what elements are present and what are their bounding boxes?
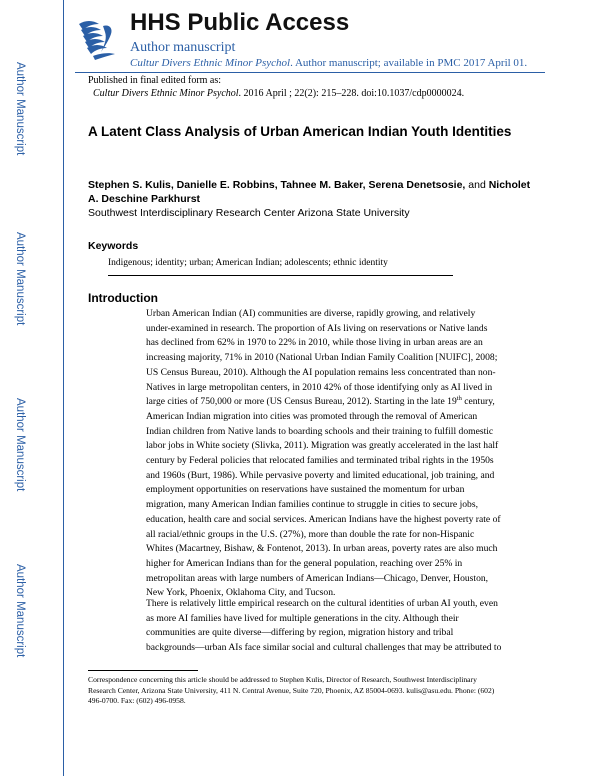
paragraph-line: has declined from 62% in 1970 to 22% in 2010, while those living in urban areas are an bbox=[146, 337, 483, 349]
header-journal: Cultur Divers Ethnic Minor Psychol bbox=[130, 57, 291, 69]
publication-journal: Cultur Divers Ethnic Minor Psychol bbox=[93, 88, 239, 99]
keywords-rule bbox=[108, 275, 453, 276]
paragraph-line-tail: century, bbox=[461, 396, 495, 408]
publication-citation-text: . 2016 April ; 22(2): 215–228. doi:10.1037/cdp0000024. bbox=[238, 88, 465, 99]
authors-line-2: A. Deschine Parkhurst bbox=[88, 193, 201, 205]
paragraph-line: There is relatively little empirical research on the cultural identities of urban AI youth, even bbox=[146, 598, 498, 609]
header-availability bbox=[130, 57, 527, 69]
paragraph-line-text: large cities of 750,000 or more (US Census Bureau, 2012). Starting in the late 19 bbox=[146, 396, 457, 408]
paragraph-line: century by Federal policies that relocated families and terminated tribal rights in the 1950s bbox=[146, 455, 494, 467]
intro-paragraph-2 bbox=[146, 597, 548, 656]
authors-line-1-tail: Nicholet bbox=[488, 179, 531, 191]
publication-info bbox=[88, 74, 464, 100]
header-rule bbox=[75, 72, 545, 73]
paragraph-line: as more AI families have lived for multiple generations in the city. Although their bbox=[146, 612, 459, 624]
side-label-author-manuscript: Author Manuscript bbox=[14, 564, 26, 658]
correspondence-footnote bbox=[88, 675, 553, 707]
header-title: HHS Public Access bbox=[130, 9, 350, 36]
paragraph-line: Whites (Macartney, Bishaw, & Fontenot, 2013). In urban areas, poverty rates are also much bbox=[146, 543, 498, 555]
paragraph-line: employment opportunities on reservations have sustained the momentum for urban bbox=[146, 484, 465, 496]
hhs-eagle-logo-icon bbox=[75, 14, 121, 64]
paragraph-line: metropolitan areas with large numbers of American Indians—Chicago, Denver, Houston, bbox=[146, 572, 489, 584]
paragraph-line: Urban American Indian (AI) communities are diverse, rapidly growing, and relatively bbox=[146, 308, 476, 319]
paragraph-line: backgrounds—urban AIs face similar social and cultural challenges that may be attributed to bbox=[146, 642, 502, 654]
footnote-line: Correspondence concerning this article should be addressed to Stephen Kulis, Director of Research, Southwest Interdisciplinary bbox=[88, 675, 477, 684]
affiliation: Southwest Interdisciplinary Research Center Arizona State University bbox=[88, 207, 410, 219]
header-availability-text: . Author manuscript; available in PMC 2017 April 01. bbox=[290, 57, 528, 69]
paragraph-line: migration, many American Indian families continue to struggle in cities to secure jobs, bbox=[146, 499, 478, 511]
keywords-text: Indigenous; identity; urban; American Indian; adolescents; ethnic identity bbox=[108, 258, 388, 268]
keywords-heading: Keywords bbox=[88, 240, 139, 252]
superscript-th: th bbox=[456, 395, 462, 403]
paragraph-line: American Indian migration into cities was promoted through the removal of American bbox=[146, 410, 478, 422]
paragraph-line: communities are quite diverse—differing by region, migration history and tribal bbox=[146, 627, 454, 639]
paragraph-line: Natives in large metropolitan centers, in 2010 42% of those identifying only as AI lived in bbox=[146, 381, 493, 393]
section-heading-introduction: Introduction bbox=[88, 291, 158, 305]
margin-rule bbox=[63, 0, 64, 776]
paragraph-line: Indian children from Native lands to boarding schools and their training to fulfill domestic bbox=[146, 425, 494, 437]
footnote-line: 496-0700. Fax: (602) 496-0958. bbox=[88, 696, 186, 705]
footnote-line: Research Center, Arizona State University, 411 N. Central Avenue, Suite 720, Phoenix, AZ 85004-0693. kulis@asu.edu. Phone: (602) bbox=[88, 685, 495, 695]
paragraph-line: and 1960s (Burt, 1986). While pervasive poverty and limited educational, job training, and bbox=[146, 469, 495, 481]
paragraph-line: New York, Phoenix, Oklahoma City, and Tucson. bbox=[146, 587, 336, 599]
header-subtitle: Author manuscript bbox=[130, 40, 236, 55]
paragraph-line bbox=[146, 395, 548, 410]
author-list bbox=[88, 178, 548, 206]
side-label-author-manuscript: Author Manuscript bbox=[14, 398, 26, 492]
footnote-rule bbox=[88, 670, 198, 671]
publication-label: Published in final edited form as: bbox=[88, 75, 222, 86]
paragraph-line: education, health care and social services. American Indians have the highest poverty rate of bbox=[146, 513, 501, 525]
paragraph-line: all racial/ethnic groups in the U.S. (27%), more than double the rate for non-Hispanic bbox=[146, 528, 475, 540]
authors-and: and bbox=[468, 179, 486, 191]
paragraph-line: under-examined in research. The proportion of AIs living on reservations or Native lands bbox=[146, 322, 488, 334]
authors-line-1: Stephen S. Kulis, Danielle E. Robbins, Tahnee M. Baker, Serena Denetsosie, bbox=[88, 179, 466, 191]
side-label-author-manuscript: Author Manuscript bbox=[14, 62, 26, 156]
paragraph-line: labor jobs in White society (Slivka, 2011). Migration was greatly accelerated in the last half bbox=[146, 440, 499, 452]
side-label-author-manuscript: Author Manuscript bbox=[14, 232, 26, 326]
paragraph-line: increasing majority, 71% in 2010 (National Urban Indian Family Coalition [NUIFC], 2008; bbox=[146, 352, 498, 364]
publication-citation bbox=[88, 87, 464, 100]
paragraph-line: US Census Bureau, 2010). Although the AI population remains less concentrated than non- bbox=[146, 366, 496, 378]
intro-paragraph-1 bbox=[146, 307, 548, 601]
article-title: A Latent Class Analysis of Urban American Indian Youth Identities bbox=[88, 124, 512, 139]
paragraph-line: higher for American Indians than for the general population, reaching over 25% in bbox=[146, 557, 463, 569]
